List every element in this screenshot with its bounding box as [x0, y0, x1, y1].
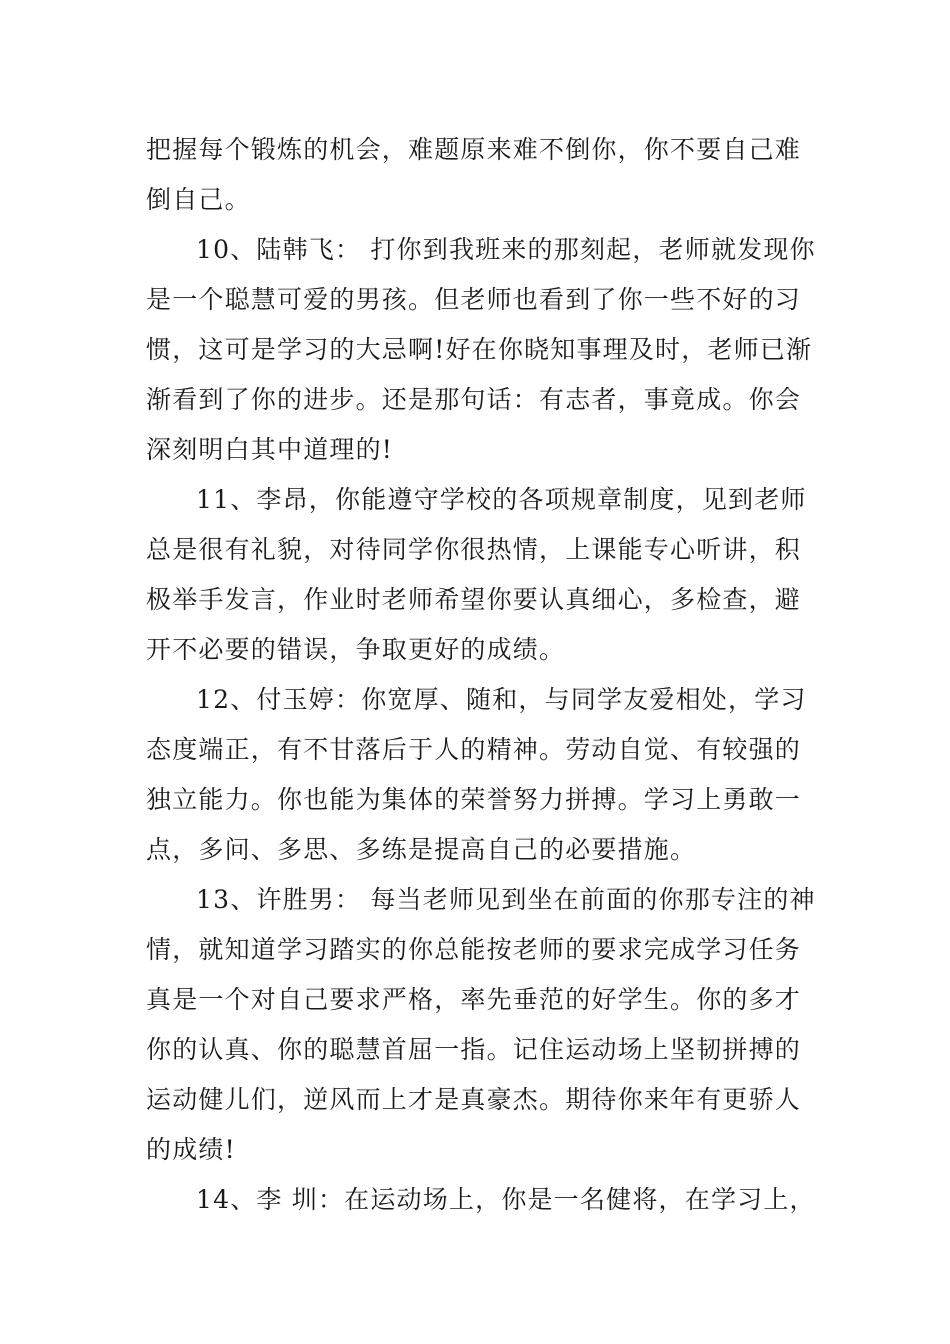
- text-line: 你的认真、你的聪慧首屈一指。记住运动场上坚韧拼搏的: [146, 1035, 802, 1064]
- text-line: 总是很有礼貌，对待同学你很热情，上课能专心听讲，积: [146, 535, 802, 564]
- text-line: 独立能力。你也能为集体的荣誉努力拼搏。学习上勇敢一: [146, 785, 802, 814]
- text-line: 惯，这可是学习的大忌啊!好在你晓知事理及时，老师已渐: [146, 335, 813, 364]
- text-line: 把握每个锻炼的机会，难题原来难不倒你，你不要自己难: [146, 135, 802, 164]
- paragraph-start-11: 11、李昂，你能遵守学校的各项规章制度，见到老师: [196, 485, 807, 514]
- text-line: 情，就知道学习踏实的你总能按老师的要求完成学习任务: [146, 935, 802, 964]
- paragraph-start-10: 10、陆韩飞： 打你到我班来的那刻起，老师就发现你: [196, 235, 816, 264]
- paragraph-start-12: 12、付玉婷：你宽厚、随和，与同学友爱相处，学习: [196, 685, 807, 714]
- text-line: 真是一个对自己要求严格，率先垂范的好学生。你的多才: [146, 985, 802, 1014]
- text-line: 运动健儿们，逆风而上才是真豪杰。期待你来年有更骄人: [146, 1085, 802, 1114]
- paragraph-start-13: 13、许胜男： 每当老师见到坐在前面的你那专注的神: [196, 885, 816, 914]
- text-line: 点，多问、多思、多练是提高自己的必要措施。: [146, 835, 697, 864]
- text-line: 深刻明白其中道理的!: [146, 435, 394, 464]
- text-line: 的成绩!: [146, 1135, 236, 1164]
- text-line: 态度端正，有不甘落后于人的精神。劳动自觉、有较强的: [146, 735, 802, 764]
- text-line: 倒自己。: [146, 185, 251, 214]
- text-line: 渐看到了你的进步。还是那句话：有志者，事竟成。你会: [146, 385, 802, 414]
- text-line: 极举手发言，作业时老师希望你要认真细心，多检查，避: [146, 585, 802, 614]
- text-line: 开不必要的错误，争取更好的成绩。: [146, 635, 566, 664]
- text-line: 是一个聪慧可爱的男孩。但老师也看到了你一些不好的习: [146, 285, 802, 314]
- paragraph-start-14: 14、李 圳：在运动场上，你是一名健将，在学习上，: [196, 1185, 816, 1214]
